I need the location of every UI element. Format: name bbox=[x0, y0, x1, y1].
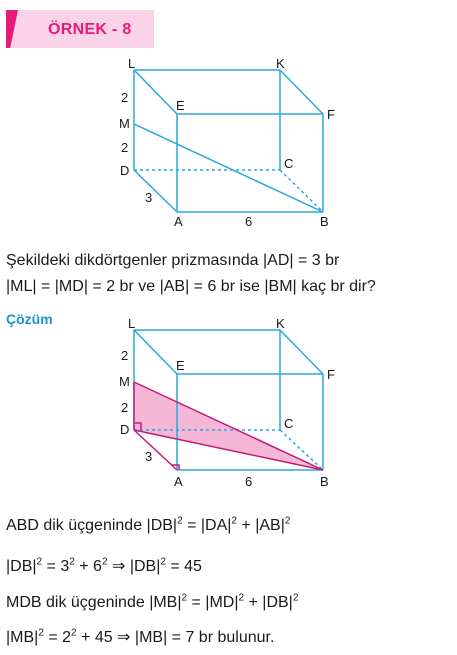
length-label-da: 3 bbox=[145, 449, 153, 464]
vertex-C: C bbox=[284, 156, 294, 171]
vertex-D: D bbox=[120, 422, 130, 437]
question-line-1: Şekildeki dikdörtgenler prizmasında |AD| = 3 br bbox=[6, 252, 340, 269]
example-badge bbox=[6, 10, 154, 48]
solution-line-1: ABD dik üçgeninde $|DB|^2 = |DA|^2 + |AB|^2$ bbox=[6, 515, 291, 534]
length-label-md: 2 bbox=[121, 140, 129, 155]
vertex-K: K bbox=[276, 316, 285, 331]
vertex-F: F bbox=[327, 367, 335, 382]
solution-line-2: $|DB|^2 = 3^2 + 6^2$ ⇒ $|DB|^2 = 45$ bbox=[6, 556, 202, 575]
length-label-lm: 2 bbox=[121, 348, 129, 363]
badge-title: ÖRNEK - 8 bbox=[48, 21, 132, 38]
length-label-md: 2 bbox=[121, 400, 129, 415]
solution-title: Çözüm bbox=[6, 311, 53, 327]
length-label-ab: 6 bbox=[245, 474, 253, 489]
badge-tab bbox=[6, 10, 18, 48]
vertex-M: M bbox=[119, 374, 130, 389]
vertex-C: C bbox=[284, 416, 294, 431]
vertex-B: B bbox=[320, 214, 329, 229]
length-label-ab: 6 bbox=[245, 214, 253, 229]
length-label-lm: 2 bbox=[121, 90, 129, 105]
solution-line-3: MDB dik üçgeninde $|MB|^2 = |MD|^2 + |DB|^2$ bbox=[6, 592, 299, 611]
question-text bbox=[6, 248, 454, 300]
vertex-A: A bbox=[174, 474, 183, 489]
vertex-K: K bbox=[276, 56, 285, 71]
prism-figure-1 bbox=[0, 52, 457, 232]
vertex-A: A bbox=[174, 214, 183, 229]
solution-line-4: $|MB|^2 = 2^2 + 45$ ⇒ |MB| = 7 br bulunur. bbox=[6, 627, 275, 646]
question-line-2: |ML| = |MD| = 2 br ve |AB| = 6 br ise |BM| kaç br dir? bbox=[6, 278, 376, 295]
length-label-da: 3 bbox=[145, 190, 153, 205]
vertex-F: F bbox=[327, 107, 335, 122]
vertex-B: B bbox=[320, 474, 329, 489]
vertex-L: L bbox=[128, 56, 136, 71]
vertex-L: L bbox=[128, 316, 136, 331]
vertex-M: M bbox=[119, 116, 130, 131]
prism-figure-2 bbox=[0, 312, 457, 494]
vertex-E: E bbox=[176, 98, 185, 113]
vertex-E: E bbox=[176, 358, 185, 373]
vertex-D: D bbox=[120, 163, 130, 178]
